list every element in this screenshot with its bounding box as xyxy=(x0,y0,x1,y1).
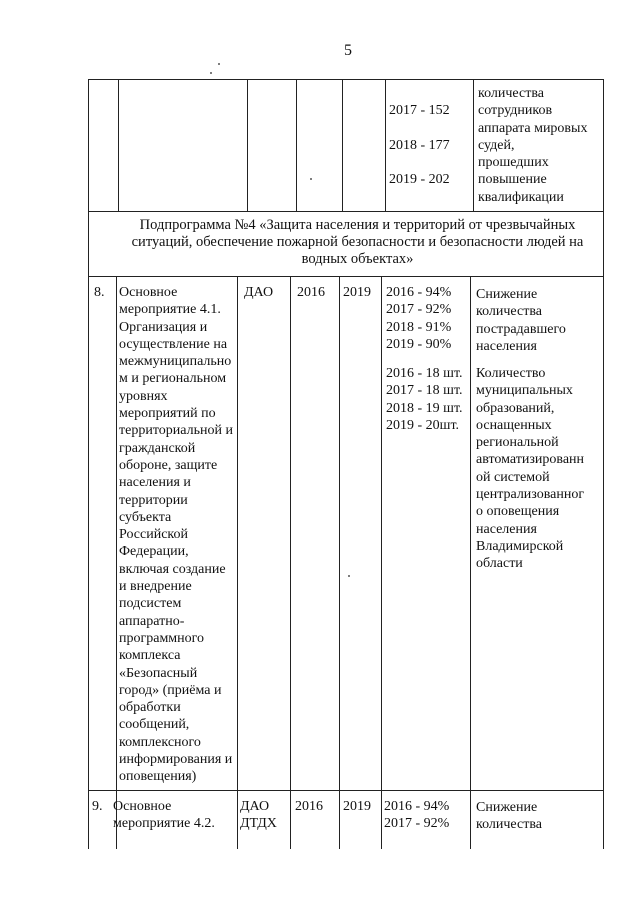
text-line: пострадавшего xyxy=(476,321,566,337)
text-line: оповещения) xyxy=(119,769,197,785)
grid-line xyxy=(88,79,89,849)
text-line: город» (приёма и xyxy=(119,682,222,698)
text-line: аппаратно- xyxy=(119,613,185,629)
text-line: муниципальных xyxy=(476,383,573,399)
text-line: Российской xyxy=(119,527,188,543)
text-line: количества xyxy=(476,304,542,320)
text-line: 2016 - 94% xyxy=(386,285,452,300)
text-line: Снижение xyxy=(476,800,538,815)
grid-line xyxy=(296,79,297,211)
text-line: повышение xyxy=(478,172,547,188)
text-line: области xyxy=(476,556,523,572)
text-line: мероприятие 4.1. xyxy=(119,302,221,318)
subprogram-line: Подпрограмма №4 «Защита населения и территорий от чрезвычайных xyxy=(139,217,576,233)
text-line: квалификации xyxy=(478,189,564,205)
text-line: ой системой xyxy=(476,469,550,485)
text-line: осуществление на xyxy=(119,336,228,352)
row-8-indicator-b xyxy=(476,365,584,573)
text-line: мероприятие 4.2. xyxy=(113,816,215,832)
text-line: территории xyxy=(119,492,188,508)
row-8-end-year: 2019 xyxy=(343,285,371,300)
text-line: сотрудников xyxy=(478,103,553,119)
text-line: Основное xyxy=(119,285,178,300)
text-line: 2017 - 18 шт. xyxy=(386,383,463,399)
row-9-values-a xyxy=(384,798,449,833)
text-line: Владимирской xyxy=(476,538,564,554)
text-line: комплекса xyxy=(119,648,181,664)
text-line: информирования и xyxy=(119,752,233,768)
subprogram-heading xyxy=(95,217,620,268)
text-line: количества xyxy=(478,86,544,101)
grid-line xyxy=(385,79,386,211)
grid-line xyxy=(88,790,604,791)
text-line: 2017 - 92% xyxy=(384,816,450,832)
text-line: аппарата мировых xyxy=(478,120,588,136)
text-line: подсистем xyxy=(119,596,182,612)
text-line: Снижение xyxy=(476,287,538,302)
text-line: населения и xyxy=(119,475,191,491)
text-line: 2019 - 20шт. xyxy=(386,417,460,433)
subprogram-line: ситуаций, обеспечение пожарной безопасности и безопасности людей на xyxy=(131,234,584,250)
grid-line xyxy=(603,79,604,849)
text-line: ДТДХ xyxy=(240,816,277,832)
text-line: субъекта xyxy=(119,509,172,525)
subprogram-line: водных объектах» xyxy=(301,251,414,267)
scan-speck xyxy=(210,72,212,74)
row-9-executor xyxy=(240,798,277,833)
grid-line xyxy=(88,211,604,212)
text-line: 2017 - 92% xyxy=(386,302,452,318)
grid-line xyxy=(290,276,291,849)
row-8-indicator-a xyxy=(476,286,566,355)
value-line: 2018 - 177 xyxy=(389,137,450,153)
row-8-values-a xyxy=(386,284,451,353)
text-line: региональной xyxy=(476,435,559,451)
row-9-indicator-a xyxy=(476,799,542,834)
text-line: Количество xyxy=(476,366,546,381)
page-number: 5 xyxy=(344,42,352,59)
grid-line xyxy=(381,276,382,849)
text-line: населения xyxy=(476,338,537,354)
value-line: 2019 - 202 xyxy=(389,172,450,188)
text-line: м и региональном xyxy=(119,371,227,387)
grid-line xyxy=(237,276,238,849)
text-line: ДАО xyxy=(244,285,274,300)
text-line: сообщений, xyxy=(119,717,190,733)
grid-line xyxy=(339,276,340,849)
text-line: 2019 - 90% xyxy=(386,336,452,352)
text-line: программного xyxy=(119,630,205,646)
grid-line xyxy=(247,79,248,211)
top-row-values xyxy=(389,85,450,206)
grid-line xyxy=(470,276,471,849)
text-line: Федерации, xyxy=(119,544,189,560)
text-line: ДАО xyxy=(240,799,270,814)
text-line: территориальной и xyxy=(119,423,233,439)
text-line: судей, xyxy=(478,137,515,153)
row-8-measure xyxy=(119,284,233,786)
grid-line xyxy=(342,79,343,211)
row-8-executor xyxy=(244,284,273,301)
text-line: межмуниципально xyxy=(119,354,232,370)
text-line: 2018 - 19 шт. xyxy=(386,400,463,416)
value-line: 2017 - 152 xyxy=(389,103,450,119)
text-line: 2016 - 18 шт. xyxy=(386,366,463,381)
text-line: гражданской xyxy=(119,440,196,456)
grid-line xyxy=(88,276,604,277)
grid-line xyxy=(473,79,474,211)
text-line: уровнях xyxy=(119,388,168,404)
scan-speck xyxy=(218,63,220,65)
row-8-number: 8. xyxy=(94,285,105,300)
text-line: «Безопасный xyxy=(119,665,198,681)
text-line: обороне, защите xyxy=(119,457,218,473)
row-8-values-b xyxy=(386,365,463,434)
grid-line xyxy=(116,276,117,849)
text-line: мероприятий по xyxy=(119,406,216,422)
text-line: включая создание xyxy=(119,561,226,577)
text-line: 2018 - 91% xyxy=(386,319,452,335)
text-line: Основное xyxy=(113,799,172,814)
text-line: 2016 - 94% xyxy=(384,799,450,814)
text-line: и внедрение xyxy=(119,579,192,595)
grid-line xyxy=(88,79,604,80)
scan-speck xyxy=(310,178,312,180)
row-9-measure xyxy=(113,798,215,833)
text-line: Организация и xyxy=(119,319,208,335)
text-line: централизованног xyxy=(476,487,585,503)
row-9-start-year: 2016 xyxy=(295,799,323,814)
text-line: количества xyxy=(476,817,542,833)
top-row-indicator xyxy=(478,85,587,206)
text-line: автоматизированн xyxy=(476,452,585,468)
grid-line xyxy=(118,79,119,211)
text-line: о оповещения xyxy=(476,504,560,520)
text-line: комплексного xyxy=(119,734,201,750)
row-9-number: 9. xyxy=(92,799,103,814)
text-line: населения xyxy=(476,521,537,537)
text-line: обработки xyxy=(119,700,181,716)
text-line: прошедших xyxy=(478,155,549,171)
text-line: оснащенных xyxy=(476,417,552,433)
scan-speck xyxy=(348,575,350,577)
text-line: образований, xyxy=(476,400,555,416)
row-9-end-year: 2019 xyxy=(343,799,371,814)
row-8-start-year: 2016 xyxy=(297,285,325,300)
